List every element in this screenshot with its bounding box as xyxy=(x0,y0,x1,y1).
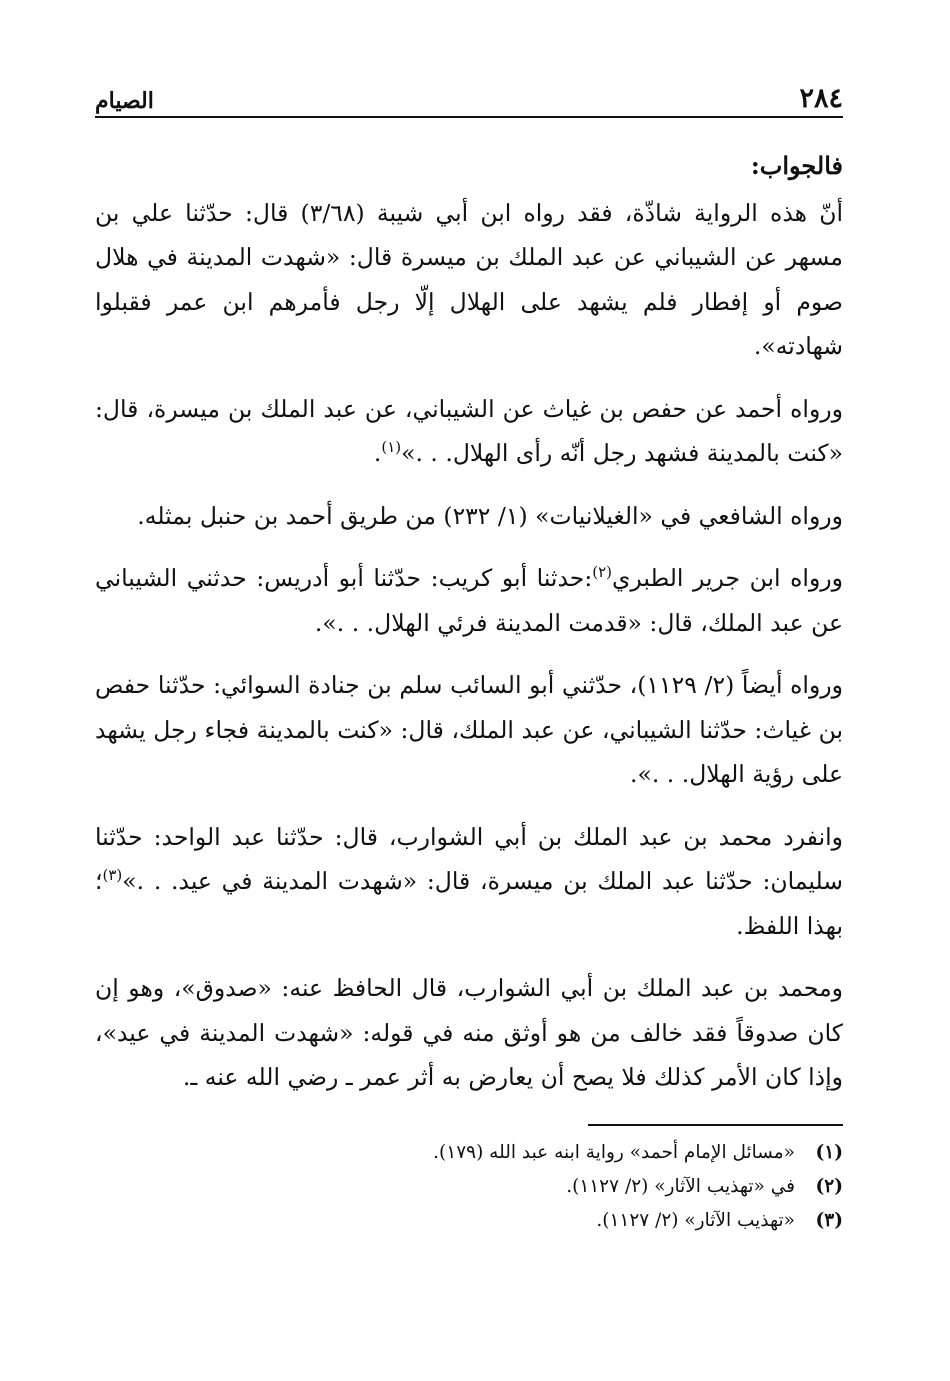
footnote-text: «تهذيب الآثار» (٢/ ١١٢٧). xyxy=(596,1209,795,1231)
footnote-divider xyxy=(588,1124,843,1126)
page-number: ٢٨٤ xyxy=(799,83,843,114)
paragraph-text: أنّ هذه الرواية شاذّة، فقد رواه ابن أبي شيبة (٣/٦٨) قال: حدّثنا علي بن مسهر عن الشيباني عن عبد الملك بن ميسرة قال: «شهدت المدينة في هلال صوم أو إفطار فلم يشهد على الهلال إلّا رجل فأمرهم ابن عمر فقبلوا شهادته». xyxy=(95,198,844,360)
footnote-number: (٣) xyxy=(815,1209,843,1231)
footnote-ref-2[interactable]: (٢) xyxy=(592,563,613,582)
paragraph-4 xyxy=(95,556,843,645)
footnote-ref-1[interactable]: (١) xyxy=(381,438,402,457)
paragraph-2 xyxy=(95,387,843,476)
footnote-number: (٢) xyxy=(815,1175,843,1197)
footnote-ref-3[interactable]: (٣) xyxy=(102,866,123,885)
paragraph-tail: :حدثنا أبو كريب: حدّثنا أبو أدريس: حدثني الشيباني عن عبد الملك، قال: «قدمت المدينة فرئي الهلال. . .». xyxy=(95,564,843,637)
book-page xyxy=(95,78,843,1308)
paragraph-text: ورواه الشافعي في «الغيلانيات» (١/ ٢٣٢) من طريق أحمد بن حنبل بمثله. xyxy=(137,501,843,530)
paragraph-3 xyxy=(95,494,843,539)
paragraph-text: وانفرد محمد بن عبد الملك بن أبي الشوارب، قال: حدّثنا عبد الواحد: حدّثنا سليمان: حدّثنا عبد الملك بن ميسرة، قال: «شهدت المدينة في عيد. . .» xyxy=(95,822,843,895)
page-header xyxy=(95,78,843,118)
section-heading: فالجواب: xyxy=(750,151,843,180)
paragraph-6 xyxy=(95,815,843,949)
paragraph-tail: ؛ بهذا اللفظ. xyxy=(95,867,843,940)
running-title: الصيام xyxy=(95,88,154,114)
paragraph-5 xyxy=(95,663,843,797)
footnote-2 xyxy=(95,1170,843,1204)
paragraph-tail: . xyxy=(373,439,382,467)
paragraph-7 xyxy=(95,966,843,1100)
footnotes xyxy=(95,1136,843,1238)
paragraph-text: ورواه أحمد عن حفص بن غياث عن الشيباني، عن عبد الملك بن ميسرة، قال: «كنت بالمدينة فشهد رجل أنّه رأى الهلال. . .» xyxy=(95,394,843,467)
footnote-text: في «تهذيب الآثار» (٢/ ١١٢٧). xyxy=(566,1175,795,1197)
paragraph-text: ورواه أيضاً (٢/ ١١٢٩)، حدّثني أبو السائب سلم بن جنادة السوائي: حدّثنا حفص بن غياث: حدّثنا الشيباني، عن عبد الملك، قال: «كنت بالمدينة فجاء رجل يشهد على رؤية الهلال. . .». xyxy=(95,671,844,788)
paragraph-1 xyxy=(95,191,843,369)
footnote-number: (١) xyxy=(815,1141,843,1163)
footnote-1 xyxy=(95,1136,843,1170)
main-text xyxy=(95,144,843,1238)
footnote-3 xyxy=(95,1204,843,1238)
paragraph-text: ورواه ابن جرير الطبري xyxy=(612,564,843,592)
footnote-text: «مسائل الإمام أحمد» رواية ابنه عبد الله (١٧٩). xyxy=(433,1141,795,1163)
paragraph-text: ومحمد بن عبد الملك بن أبي الشوارب، قال الحافظ عنه: «صدوق»، وهو إن كان صدوقاً فقد خالف من هو أوثق منه في قوله: «شهدت المدينة في عيد»، وإذا كان الأمر كذلك فلا يصح أن يعارض به أثر عمر ـ رضي الله عنه ـ. xyxy=(95,974,843,1091)
